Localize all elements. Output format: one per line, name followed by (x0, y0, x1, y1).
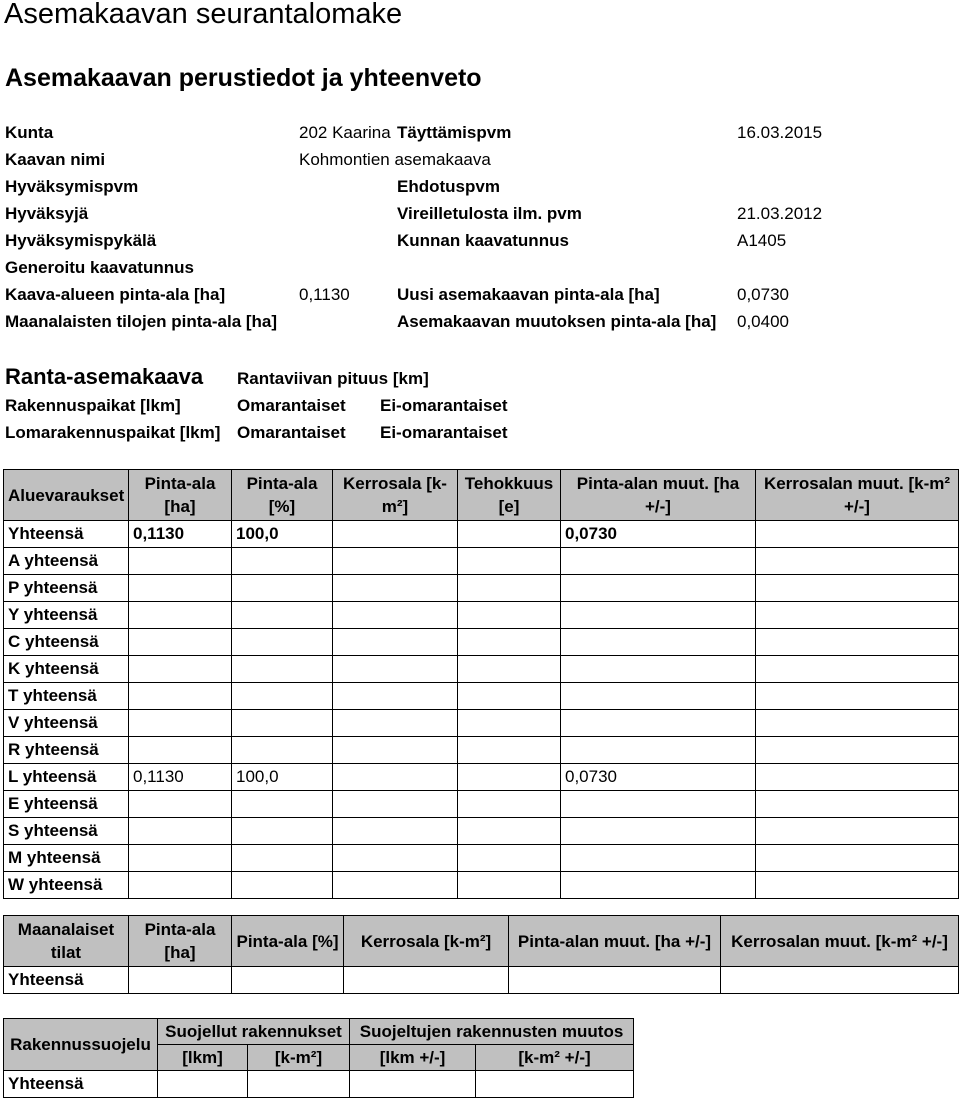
muutos-value: 0,0400 (737, 312, 789, 331)
cell-kerrosalan-muutos (756, 521, 959, 548)
cell-pinta-ala-pct (232, 602, 333, 629)
kaavatunnus-value: A1405 (737, 231, 787, 250)
cell-pinta-ala-ha (129, 737, 232, 764)
kunta-value: 202 Kaarina (299, 123, 391, 142)
cell-pinta-ala-ha (129, 575, 232, 602)
cell-pinta-alan-muutos (561, 818, 756, 845)
table-row (4, 845, 959, 872)
row-label: L yhteensä (4, 764, 129, 791)
section-title: Asemakaavan perustiedot ja yhteenveto (5, 64, 482, 92)
cell-pinta-alan-muutos: 0,0730 (561, 521, 756, 548)
taytto-value: 16.03.2015 (737, 123, 823, 142)
kunta-label: Kunta (5, 123, 54, 142)
cell-kerrosala (333, 791, 458, 818)
cell-pinta-ala-pct (232, 629, 333, 656)
uusi-asemakaava-value: 0,0730 (737, 285, 789, 304)
subheader-lkm-muutos: [lkm +/-] (350, 1045, 476, 1071)
cell-kerrosala (333, 710, 458, 737)
header-kerrosalan-muutos: Kerrosalan muut. [k-m² +/-] (756, 470, 959, 521)
table-row (4, 683, 959, 710)
cell-tehokkuus (458, 872, 561, 899)
cell-tehokkuus (458, 656, 561, 683)
row-label: K yhteensä (4, 656, 129, 683)
cell-kerrosalan-muutos (756, 764, 959, 791)
maanalaiset-tilat-label: Maanalaisten tilojen pinta-ala [ha] (5, 312, 278, 331)
rakennuspaikat-label: Rakennuspaikat [lkm] (5, 396, 181, 415)
table-row (4, 872, 959, 899)
cell-kerrosala (333, 818, 458, 845)
row-label: R yhteensä (4, 737, 129, 764)
rantaviiva-label: Rantaviivan pituus [km] (237, 369, 429, 388)
rakennussuojelu-cell (158, 1071, 248, 1098)
cell-tehokkuus (458, 683, 561, 710)
vireille-label: Vireilletulosta ilm. pvm (397, 204, 582, 223)
table-row (4, 548, 959, 575)
row-label: T yhteensä (4, 683, 129, 710)
generoitu-label: Generoitu kaavatunnus (5, 258, 194, 277)
cell-pinta-ala-pct: 100,0 (232, 764, 333, 791)
cell-kerrosalan-muutos (756, 602, 959, 629)
cell-pinta-alan-muutos (561, 602, 756, 629)
lomarakennuspaikat-ei-omarantaiset: Ei-omarantaiset (380, 423, 508, 442)
cell-pinta-alan-muutos (561, 710, 756, 737)
cell-pinta-ala-pct (232, 575, 333, 602)
header-pinta-ala-pct: Pinta-ala [%] (232, 470, 333, 521)
ranta-title: Ranta-asemakaava (5, 364, 204, 389)
cell-pinta-alan-muutos (561, 872, 756, 899)
maanalaiset-cell (129, 967, 232, 994)
cell-pinta-alan-muutos (561, 629, 756, 656)
cell-kerrosala (333, 629, 458, 656)
cell-pinta-alan-muutos (561, 845, 756, 872)
kaavan-nimi-value: Kohmontien asemakaava (299, 150, 491, 169)
cell-pinta-ala-pct (232, 791, 333, 818)
cell-kerrosalan-muutos (756, 872, 959, 899)
cell-kerrosalan-muutos (756, 656, 959, 683)
cell-tehokkuus (458, 548, 561, 575)
rakennussuojelu-table (3, 1018, 634, 1098)
cell-kerrosalan-muutos (756, 737, 959, 764)
cell-kerrosalan-muutos (756, 548, 959, 575)
cell-tehokkuus (458, 629, 561, 656)
cell-pinta-ala-ha (129, 872, 232, 899)
row-label: P yhteensä (4, 575, 129, 602)
maanalaiset-total-label: Yhteensä (4, 967, 129, 994)
maanalaiset-cell (232, 967, 344, 994)
cell-pinta-ala-ha (129, 683, 232, 710)
hyvaksymispykala-label: Hyväksymispykälä (5, 231, 157, 250)
cell-tehokkuus (458, 602, 561, 629)
hyvaksymispvm-label: Hyväksymispvm (5, 177, 139, 196)
cell-pinta-alan-muutos (561, 548, 756, 575)
table-row (4, 629, 959, 656)
row-label: Y yhteensä (4, 602, 129, 629)
cell-pinta-ala-pct (232, 710, 333, 737)
row-label: W yhteensä (4, 872, 129, 899)
cell-kerrosala (333, 872, 458, 899)
hyvaksyja-label: Hyväksyjä (5, 204, 89, 223)
kaavatunnus-label: Kunnan kaavatunnus (397, 231, 569, 250)
rakennuspaikat-omarantaiset: Omarantaiset (237, 396, 346, 415)
header-pinta-alan-muutos: Pinta-alan muut. [ha +/-] (561, 470, 756, 521)
cell-tehokkuus (458, 818, 561, 845)
muutos-label: Asemakaavan muutoksen pinta-ala [ha] (397, 312, 717, 331)
cell-kerrosala (333, 764, 458, 791)
vireille-value: 21.03.2012 (737, 204, 823, 223)
row-label: Yhteensä (4, 521, 129, 548)
cell-pinta-ala-ha (129, 656, 232, 683)
table-row (4, 818, 959, 845)
row-label: S yhteensä (4, 818, 129, 845)
header-pinta-ala-ha: Pinta-ala [ha] (129, 470, 232, 521)
cell-pinta-ala-ha: 0,1130 (129, 764, 232, 791)
cell-kerrosalan-muutos (756, 575, 959, 602)
kaava-alue-value: 0,1130 (299, 285, 350, 304)
cell-tehokkuus (458, 791, 561, 818)
kaavan-nimi-label: Kaavan nimi (5, 150, 106, 169)
row-label: V yhteensä (4, 710, 129, 737)
cell-kerrosala (333, 575, 458, 602)
cell-kerrosalan-muutos (756, 710, 959, 737)
cell-kerrosalan-muutos (756, 818, 959, 845)
header-kerrosalan-muutos: Kerrosalan muut. [k-m² +/-] (721, 916, 959, 967)
cell-pinta-ala-pct (232, 818, 333, 845)
row-label: E yhteensä (4, 791, 129, 818)
table-row (4, 575, 959, 602)
cell-pinta-ala-ha (129, 845, 232, 872)
cell-tehokkuus (458, 521, 561, 548)
header-aluevaraukset: Aluevaraukset (4, 470, 129, 521)
cell-pinta-ala-ha (129, 710, 232, 737)
taytto-label: Täyttämispvm (397, 123, 512, 142)
header-rakennussuojelu: Rakennussuojelu (4, 1019, 158, 1071)
header-pinta-alan-muutos: Pinta-alan muut. [ha +/-] (509, 916, 721, 967)
cell-kerrosala (333, 521, 458, 548)
maanalaiset-table (3, 915, 959, 994)
cell-pinta-ala-pct (232, 872, 333, 899)
maanalaiset-cell (509, 967, 721, 994)
cell-tehokkuus (458, 764, 561, 791)
cell-pinta-ala-pct (232, 548, 333, 575)
header-pinta-ala-pct: Pinta-ala [%] (232, 916, 344, 967)
header-suojellut: Suojellut rakennukset (158, 1019, 350, 1045)
cell-kerrosala (333, 737, 458, 764)
cell-pinta-ala-pct (232, 737, 333, 764)
page-title: Asemakaavan seurantalomake (4, 0, 403, 30)
cell-pinta-alan-muutos (561, 656, 756, 683)
subheader-km2: [k-m²] (248, 1045, 350, 1071)
cell-pinta-ala-pct (232, 845, 333, 872)
cell-pinta-ala-pct (232, 683, 333, 710)
cell-kerrosalan-muutos (756, 845, 959, 872)
row-label: M yhteensä (4, 845, 129, 872)
cell-tehokkuus (458, 710, 561, 737)
lomarakennuspaikat-omarantaiset: Omarantaiset (237, 423, 346, 442)
cell-pinta-ala-ha (129, 602, 232, 629)
rakennussuojelu-cell (248, 1071, 350, 1098)
table-row (4, 791, 959, 818)
header-kerrosala: Kerrosala [k-m²] (333, 470, 458, 521)
cell-pinta-alan-muutos (561, 575, 756, 602)
table-row (4, 737, 959, 764)
header-suojeltujen-muutos: Suojeltujen rakennusten muutos (350, 1019, 634, 1045)
kaava-alue-label: Kaava-alueen pinta-ala [ha] (5, 285, 226, 304)
cell-tehokkuus (458, 845, 561, 872)
uusi-asemakaava-label: Uusi asemakaavan pinta-ala [ha] (397, 285, 660, 304)
rakennussuojelu-cell (476, 1071, 634, 1098)
cell-kerrosala (333, 548, 458, 575)
header-tehokkuus: Tehokkuus [e] (458, 470, 561, 521)
rakennuspaikat-ei-omarantaiset: Ei-omarantaiset (380, 396, 508, 415)
cell-kerrosalan-muutos (756, 629, 959, 656)
cell-pinta-ala-ha (129, 629, 232, 656)
cell-pinta-alan-muutos (561, 791, 756, 818)
cell-tehokkuus (458, 575, 561, 602)
cell-pinta-alan-muutos (561, 737, 756, 764)
cell-pinta-alan-muutos: 0,0730 (561, 764, 756, 791)
aluevaraukset-table (3, 469, 959, 899)
cell-tehokkuus (458, 737, 561, 764)
cell-pinta-ala-pct: 100,0 (232, 521, 333, 548)
ehdotuspvm-label: Ehdotuspvm (397, 177, 500, 196)
table-row (4, 710, 959, 737)
row-label: C yhteensä (4, 629, 129, 656)
subheader-km2-muutos: [k-m² +/-] (476, 1045, 634, 1071)
row-label: A yhteensä (4, 548, 129, 575)
maanalaiset-cell (344, 967, 509, 994)
rakennussuojelu-total-label: Yhteensä (4, 1071, 158, 1098)
lomarakennuspaikat-label: Lomarakennuspaikat [lkm] (5, 423, 221, 442)
cell-kerrosala (333, 656, 458, 683)
header-pinta-ala-ha: Pinta-ala [ha] (129, 916, 232, 967)
header-kerrosala: Kerrosala [k-m²] (344, 916, 509, 967)
cell-pinta-ala-pct (232, 656, 333, 683)
table-row (4, 602, 959, 629)
cell-kerrosalan-muutos (756, 791, 959, 818)
cell-pinta-ala-ha (129, 818, 232, 845)
cell-kerrosala (333, 683, 458, 710)
cell-pinta-ala-ha (129, 791, 232, 818)
cell-kerrosalan-muutos (756, 683, 959, 710)
cell-pinta-ala-ha (129, 548, 232, 575)
cell-kerrosala (333, 602, 458, 629)
maanalaiset-cell (721, 967, 959, 994)
cell-pinta-ala-ha: 0,1130 (129, 521, 232, 548)
table-row (4, 521, 959, 548)
header-maanalaiset-tilat: Maanalaiset tilat (4, 916, 129, 967)
cell-kerrosala (333, 845, 458, 872)
cell-pinta-alan-muutos (561, 683, 756, 710)
rakennussuojelu-cell (350, 1071, 476, 1098)
table-row (4, 656, 959, 683)
table-row (4, 764, 959, 791)
subheader-lkm: [lkm] (158, 1045, 248, 1071)
